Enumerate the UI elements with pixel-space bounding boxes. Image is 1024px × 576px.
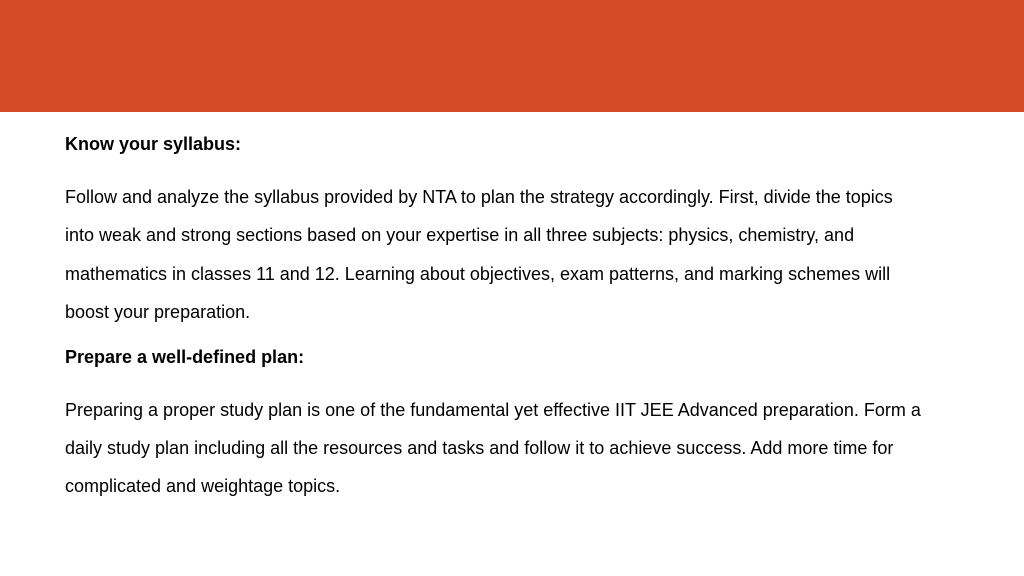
section-heading-plan: Prepare a well-defined plan: xyxy=(65,346,305,367)
slide-content xyxy=(65,130,925,517)
section-body-syllabus: Follow and analyze the syllabus provided by NTA to plan the strategy accordingly. First, divide the topics into weak and strong sections based on your expertise in all three subjects: physics, chemistry, and mathematics in classes 11 and 12. Learning about objectives, exam patterns, and marking schemes will boost your preparation. xyxy=(65,187,893,323)
section-body-plan: Preparing a proper study plan is one of the fundamental yet effective IIT JEE Advanced preparation. Form a daily study plan including all the resources and tasks and follow it to achieve success. Add more time for complicated and weightage topics. xyxy=(65,399,921,497)
section-heading-syllabus: Know your syllabus: xyxy=(65,134,242,154)
header-band xyxy=(0,0,1024,112)
